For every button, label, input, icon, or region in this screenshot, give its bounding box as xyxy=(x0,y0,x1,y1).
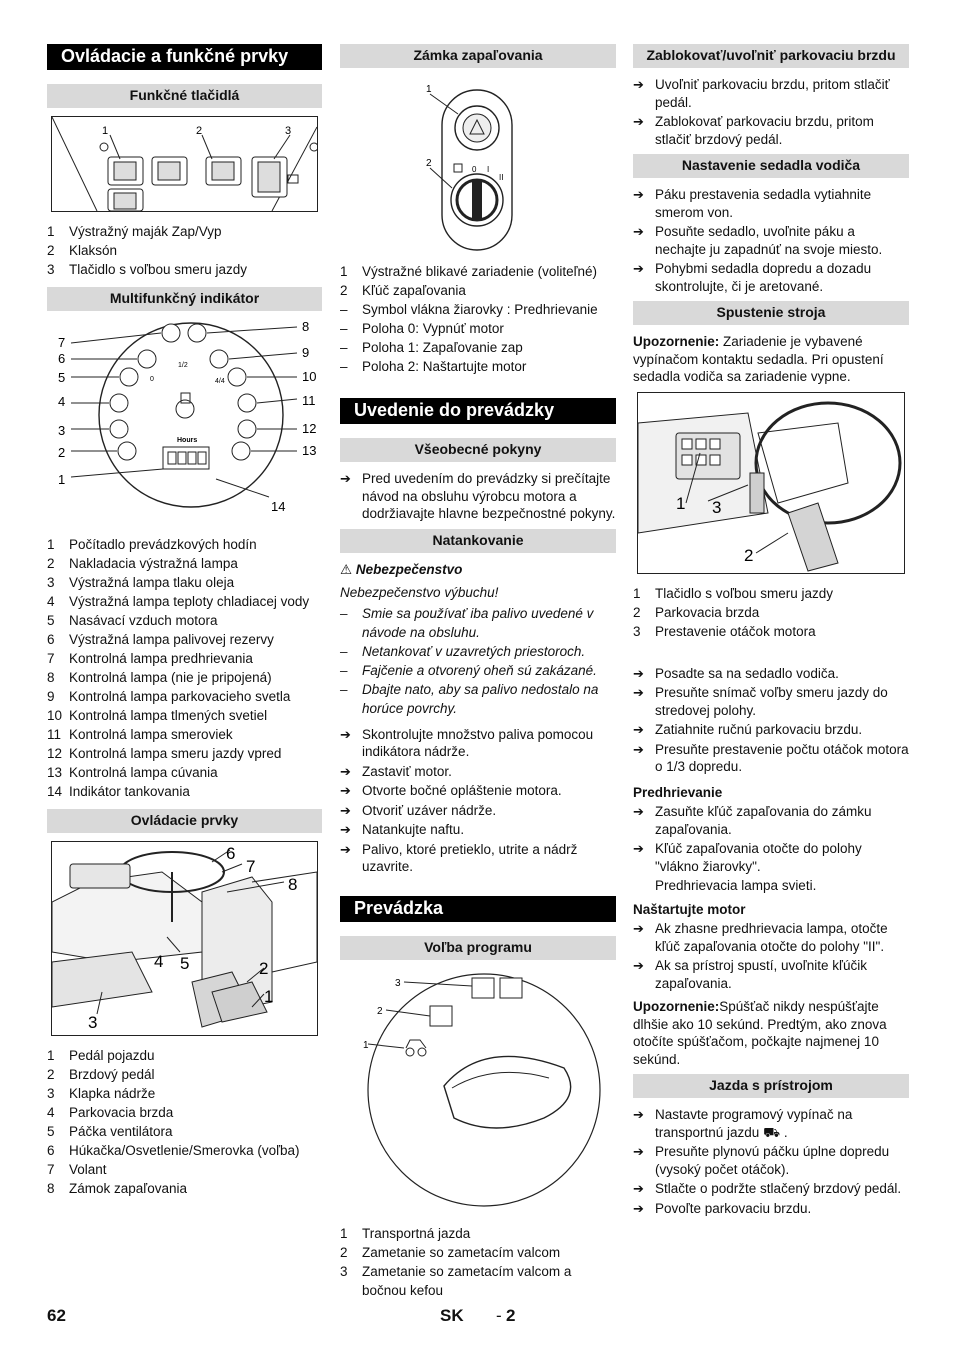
item-number: 12 xyxy=(47,746,63,761)
step-item xyxy=(633,186,909,221)
danger-label: Nebezpečenstvo xyxy=(355,561,463,577)
item-number: – xyxy=(340,302,348,317)
item-number: 1 xyxy=(47,1048,55,1063)
list-item xyxy=(340,357,616,376)
item-number: 2 xyxy=(340,1244,348,1260)
item-text: Transportná jazda xyxy=(362,1225,471,1241)
step-item xyxy=(340,726,616,761)
transport-mode-icon: ⛟ . xyxy=(759,1124,788,1140)
item-text: Zametanie so zametacím valcom a bočnou kefou xyxy=(362,1263,572,1298)
arrow-icon: ➔ xyxy=(633,114,644,129)
list-item xyxy=(340,1224,616,1243)
item-number: – xyxy=(340,321,348,336)
item-text: Zámok zapaľovania xyxy=(69,1181,187,1196)
item-text: Indikátor tankovania xyxy=(69,784,190,799)
list-item xyxy=(47,649,322,668)
subheading-controls: Ovládacie prvky xyxy=(47,809,322,833)
list-item xyxy=(340,1243,616,1262)
item-text: Húkačka/Osvetlenie/Smerovka (voľba) xyxy=(69,1143,300,1158)
fig-label-3: 3 xyxy=(285,125,292,137)
list-item xyxy=(47,687,322,706)
column-right xyxy=(633,44,909,1223)
arrow-icon: ➔ xyxy=(633,1107,644,1122)
controls-figure xyxy=(51,841,318,1036)
step-item xyxy=(633,113,909,148)
step-text: Presuňte prestavenie počtu otáčok motora o 1/3 dopredu. xyxy=(655,741,909,774)
item-text: Kľúč zapaľovania xyxy=(362,283,466,298)
step-text: Pohybmi sedadla dopredu a dozadu skontrolujte, či je aretované. xyxy=(655,261,872,294)
step-item xyxy=(340,763,616,781)
step-text: Zasuňte kľúč zapaľovania do zámku zapaľovania. xyxy=(655,804,872,837)
item-number: 4 xyxy=(47,594,55,609)
step-item xyxy=(633,920,909,955)
step-text: Presuňte snímač voľby smeru jazdy do stredovej polohy. xyxy=(655,685,888,718)
step-text: Zablokovať parkovaciu brzdu, pritom stlačiť brzdový pedál. xyxy=(655,114,874,147)
list-item xyxy=(47,1179,322,1198)
result-text: Predhrievacia lampa svieti. xyxy=(655,878,817,893)
item-text: Výstražná lampa tlaku oleja xyxy=(69,575,235,590)
refuelling-steps xyxy=(340,726,616,876)
item-number: 3 xyxy=(340,1263,348,1279)
arrow-icon: ➔ xyxy=(340,471,351,486)
gauge-half: 1/2 xyxy=(178,362,188,369)
machine-start-figure xyxy=(637,392,905,574)
step-text: Nastavte programový vypínač na transportnú jazdu ⛟ . xyxy=(655,1107,853,1140)
fig-label-10: 10 xyxy=(302,369,317,384)
item-number: – xyxy=(340,340,348,355)
warning-triangle-icon: ⚠ xyxy=(340,561,353,577)
dash-bullet: – xyxy=(340,643,348,659)
fig-label-13: 13 xyxy=(302,443,317,458)
list-item xyxy=(340,1262,616,1300)
item-text: Kontrolná lampa tlmených svetiel xyxy=(69,708,268,723)
list-item xyxy=(47,706,322,725)
item-number: 2 xyxy=(47,556,55,571)
step-text: Kľúč zapaľovania otočte do polohy "vlákno žiarovky". xyxy=(655,841,862,874)
item-number: 3 xyxy=(47,262,55,277)
fig-label-4: 4 xyxy=(154,952,164,971)
list-item xyxy=(47,611,322,630)
section-heading-operation: Prevádzka xyxy=(340,896,616,922)
general-notes-steps xyxy=(340,470,616,523)
step-item xyxy=(340,821,616,839)
note-label: Upozornenie: xyxy=(633,334,720,349)
arrow-icon: ➔ xyxy=(633,921,644,936)
item-text: Poloha 2: Naštartujte motor xyxy=(362,359,527,374)
footer-section-number: 2 xyxy=(506,1306,516,1325)
item-text: Prestavenie otáčok motora xyxy=(655,623,816,639)
item-text: Páčka ventilátora xyxy=(69,1124,173,1139)
step-text: Presuňte plynovú páčku úplne dopredu (vysoký počet otáčok). xyxy=(655,1144,890,1177)
machine-start-legend xyxy=(633,584,909,641)
fig-label-3: 3 xyxy=(88,1013,98,1032)
item-number: 8 xyxy=(47,1181,55,1196)
item-number: 1 xyxy=(47,537,55,552)
arrow-icon: ➔ xyxy=(633,665,644,681)
item-text: Tlačidlo s voľbou smeru jazdy xyxy=(655,585,834,601)
step-item xyxy=(633,684,909,719)
item-text: Nasávací vzduch motora xyxy=(69,613,218,628)
page-number: 62 xyxy=(47,1306,66,1325)
step-item xyxy=(633,223,909,258)
function-buttons-figure xyxy=(51,116,318,212)
arrow-icon: ➔ xyxy=(340,783,351,798)
list-item xyxy=(47,573,322,592)
item-number: 2 xyxy=(47,1067,55,1082)
item-number: 3 xyxy=(633,623,641,639)
switch-mark-1: I xyxy=(487,165,490,174)
fig-label-1: 1 xyxy=(426,84,432,95)
fig-label-7: 7 xyxy=(58,335,66,350)
fig-label-6: 6 xyxy=(226,844,236,863)
list-item xyxy=(47,1160,322,1179)
program-selection-legend xyxy=(340,1224,616,1300)
step-item xyxy=(633,1143,909,1178)
item-number: 3 xyxy=(47,1086,55,1101)
item-text: Symbol vlákna žiarovky : Predhrievanie xyxy=(362,302,598,317)
list-item xyxy=(633,603,909,622)
controls-legend xyxy=(47,1046,322,1198)
step-result xyxy=(633,877,909,895)
list-item xyxy=(340,604,616,642)
parking-brake-steps xyxy=(633,76,909,148)
item-number: 4 xyxy=(47,1105,55,1120)
fig-label-3: 3 xyxy=(712,497,722,517)
item-text: Netankovať v uzavretých priestoroch. xyxy=(362,643,586,659)
item-text: Nakladacia výstražná lampa xyxy=(69,556,238,571)
preheating-label: Predhrievanie xyxy=(633,784,723,800)
arrow-icon: ➔ xyxy=(633,722,644,737)
arrow-icon: ➔ xyxy=(340,763,351,779)
warning-text: Spúšťač nikdy nespúšťajte dlhšie ako 10 sekúnd. Predtým, ako znova otočíte spúšťačom, počkajte najmenej 10 sekúnd. xyxy=(633,999,887,1067)
fig-label-2: 2 xyxy=(744,545,754,565)
language-code: SK xyxy=(440,1306,464,1325)
list-item xyxy=(340,262,616,281)
item-number: 13 xyxy=(47,765,63,780)
step-item xyxy=(633,1106,909,1141)
step-item xyxy=(633,721,909,739)
fig-label-8: 8 xyxy=(302,319,310,334)
arrow-icon: ➔ xyxy=(340,822,351,837)
step-text: Páku prestavenia sedadla vytiahnite smerom von. xyxy=(655,187,872,220)
step-text: Pred uvedením do prevádzky si prečítajte návod na obsluhu výrobcu motora a dodržiavajte hlavne bezpečnostné pokyny. xyxy=(362,471,616,521)
list-item xyxy=(340,319,616,338)
preheating-steps xyxy=(633,803,909,895)
fig-label-2: 2 xyxy=(426,158,432,169)
item-text: Parkovacia brzda xyxy=(69,1105,174,1120)
item-text: Klaksón xyxy=(69,243,118,258)
item-text: Výstražné blikavé zariadenie (voliteľné) xyxy=(362,264,598,279)
item-number: 6 xyxy=(47,632,55,647)
list-item xyxy=(47,725,322,744)
list-item xyxy=(47,535,322,554)
warning-label: Upozornenie: xyxy=(633,999,720,1014)
note-text: Zariadenie je vybavené vypínačom kontaktu sedadla. Pri opustení sedadla vodiča sa zariadenie vypne. xyxy=(633,334,884,384)
item-text: Kontrolná lampa predhrievania xyxy=(69,651,253,666)
arrow-icon: ➔ xyxy=(633,261,644,276)
subheading-general-notes: Všeobecné pokyny xyxy=(340,438,616,462)
danger-text: Nebezpečenstvo výbuchu! xyxy=(340,585,499,600)
step-text: Otvorte bočné opláštenie motora. xyxy=(362,783,562,798)
item-number: 1 xyxy=(633,585,641,601)
start-engine-steps xyxy=(633,920,909,992)
subheading-parking-brake: Zablokovať/uvoľniť parkovaciu brzdu xyxy=(633,44,909,68)
fig-label-11: 11 xyxy=(302,393,316,408)
list-item xyxy=(47,1065,322,1084)
list-item xyxy=(633,622,909,641)
item-number: 1 xyxy=(340,264,348,279)
item-number: 1 xyxy=(340,1225,348,1241)
ignition-lock-legend xyxy=(340,262,616,376)
danger-notice xyxy=(340,561,616,579)
arrow-icon: ➔ xyxy=(633,804,644,819)
list-item xyxy=(47,763,322,782)
fig-label-8: 8 xyxy=(288,875,298,894)
arrow-icon: ➔ xyxy=(633,77,644,92)
column-middle xyxy=(340,44,616,1308)
fig-label-3: 3 xyxy=(58,423,66,438)
fig-label-2: 2 xyxy=(259,959,269,978)
fig-label-1: 1 xyxy=(264,987,274,1006)
section-heading-controls: Ovládacie a funkčné prvky xyxy=(47,44,322,70)
multifunction-indicator-legend xyxy=(47,535,322,801)
item-text: Výstražná lampa palivovej rezervy xyxy=(69,632,274,647)
step-text: Otvoriť uzáver nádrže. xyxy=(362,802,497,818)
step-item xyxy=(633,260,909,295)
fig-label-1: 1 xyxy=(102,125,109,137)
fig-label-1: 1 xyxy=(676,493,686,513)
item-text: Poloha 0: Vypnúť motor xyxy=(362,321,504,336)
column-left xyxy=(47,44,322,1206)
item-number: 3 xyxy=(47,575,55,590)
step-item xyxy=(340,470,616,523)
item-text: Kontrolná lampa smeru jazdy vpred xyxy=(69,746,282,761)
arrow-icon: ➔ xyxy=(633,224,644,239)
arrow-icon: ➔ xyxy=(633,685,644,700)
step-text: Posadte sa na sedadlo vodiča. xyxy=(655,665,839,681)
list-item xyxy=(340,680,616,718)
item-text: Počítadlo prevádzkových hodín xyxy=(69,537,257,552)
arrow-icon: ➔ xyxy=(340,726,351,742)
ignition-lock-drawing xyxy=(344,76,612,252)
program-selection-drawing xyxy=(344,968,612,1214)
fig-label-5: 5 xyxy=(58,370,66,385)
fig-label-12: 12 xyxy=(302,421,317,436)
gauge-zero: 0 xyxy=(150,376,154,383)
fig-label-7: 7 xyxy=(246,857,256,876)
step-text: Posuňte sedadlo, uvoľnite páku a nechajte ju zapadnúť na svoje miesto. xyxy=(655,224,883,257)
item-text: Zametanie so zametacím valcom xyxy=(362,1244,561,1260)
list-item xyxy=(47,1122,322,1141)
list-item xyxy=(340,642,616,661)
item-number: 10 xyxy=(47,708,63,723)
item-text: Pedál pojazdu xyxy=(69,1048,155,1063)
step-item xyxy=(633,76,909,111)
item-text: Volant xyxy=(69,1162,107,1177)
fig-label-3: 3 xyxy=(395,977,401,989)
fig-label-6: 6 xyxy=(58,351,66,366)
seat-contact-note xyxy=(633,333,909,386)
subheading-function-buttons: Funkčné tlačidlá xyxy=(47,84,322,108)
item-number: 2 xyxy=(340,283,348,298)
step-text: Stlačte o podržte stlačený brzdový pedál. xyxy=(655,1181,902,1196)
item-number: 11 xyxy=(47,727,62,742)
item-text: Smie sa používať iba palivo uvedené v návode na obsluhu. xyxy=(362,605,594,640)
list-item xyxy=(47,1084,322,1103)
item-number: 2 xyxy=(633,604,641,620)
list-item xyxy=(633,584,909,603)
item-number: 8 xyxy=(47,670,55,685)
item-number: 9 xyxy=(47,689,55,704)
multifunction-indicator-drawing xyxy=(51,319,318,525)
step-text: Povoľte parkovaciu brzdu. xyxy=(655,1200,812,1216)
step-item xyxy=(633,1200,909,1218)
arrow-icon: ➔ xyxy=(633,958,644,973)
list-item xyxy=(47,744,322,763)
arrow-icon: ➔ xyxy=(633,187,644,202)
dash-bullet: – xyxy=(340,681,348,697)
list-item xyxy=(47,592,322,611)
multifunction-indicator-figure xyxy=(51,319,318,525)
list-item xyxy=(47,1046,322,1065)
step-item xyxy=(633,803,909,838)
list-item xyxy=(47,668,322,687)
step-item xyxy=(340,802,616,820)
subheading-seat-adjustment: Nastavenie sedadla vodiča xyxy=(633,154,909,178)
switch-mark-0: 0 xyxy=(472,165,477,174)
item-number: 7 xyxy=(47,1162,55,1177)
item-number: 5 xyxy=(47,613,55,628)
list-item xyxy=(340,338,616,357)
subheading-ignition-lock: Zámka zapaľovania xyxy=(340,44,616,68)
subheading-machine-start: Spustenie stroja xyxy=(633,301,909,325)
refuelling-warnings xyxy=(340,604,616,718)
arrow-icon: ➔ xyxy=(633,1144,644,1159)
subheading-refuelling: Natankovanie xyxy=(340,529,616,553)
list-item xyxy=(47,630,322,649)
step-item xyxy=(340,841,616,876)
function-buttons-legend xyxy=(47,222,322,279)
step-text: Uvoľniť parkovaciu brzdu, pritom stlačiť pedál. xyxy=(655,77,890,110)
arrow-icon: ➔ xyxy=(340,841,351,857)
fig-label-1: 1 xyxy=(363,1039,369,1051)
machine-start-drawing xyxy=(638,393,905,573)
fig-label-2: 2 xyxy=(58,445,66,460)
item-number: 5 xyxy=(47,1124,55,1139)
list-item xyxy=(340,281,616,300)
list-item xyxy=(47,222,322,241)
item-text: Kontrolná lampa (nie je pripojená) xyxy=(69,670,272,685)
dash-bullet: – xyxy=(340,662,348,678)
step-text: Zatiahnite ručnú parkovaciu brzdu. xyxy=(655,722,863,737)
subheading-multifunction-indicator: Multifunkčný indikátor xyxy=(47,287,322,311)
arrow-icon: ➔ xyxy=(633,1181,644,1196)
item-text: Poloha 1: Zapaľovanie zap xyxy=(362,340,523,355)
list-item xyxy=(47,1103,322,1122)
arrow-icon: ➔ xyxy=(633,741,644,757)
starter-warning xyxy=(633,998,909,1068)
item-text: Kontrolná lampa smeroviek xyxy=(69,727,233,742)
arrow-icon: ➔ xyxy=(340,802,351,818)
step-text: Natankujte naftu. xyxy=(362,822,465,837)
step-item xyxy=(340,782,616,800)
item-text: Kontrolná lampa parkovacieho svetla xyxy=(69,689,291,704)
ignition-lock-figure xyxy=(344,76,612,252)
footer-separator: - xyxy=(496,1306,502,1325)
arrow-icon: ➔ xyxy=(633,1200,644,1216)
fig-label-9: 9 xyxy=(302,345,310,360)
list-item xyxy=(47,554,322,573)
seat-adjustment-steps xyxy=(633,186,909,295)
hours-label: Hours xyxy=(177,437,198,444)
step-item xyxy=(633,957,909,992)
arrow-icon: ➔ xyxy=(633,841,644,856)
list-item xyxy=(47,260,322,279)
step-item xyxy=(633,665,909,683)
fig-label-1: 1 xyxy=(58,472,66,487)
driving-steps xyxy=(633,1106,909,1217)
step-text: Zastaviť motor. xyxy=(362,763,452,779)
step-text: Ak zhasne predhrievacia lampa, otočte kľúč zapaľovania otočte do polohy "II". xyxy=(655,921,888,954)
list-item xyxy=(340,661,616,680)
fig-label-2: 2 xyxy=(377,1005,383,1017)
item-number: 1 xyxy=(47,224,55,239)
step-item xyxy=(633,840,909,875)
item-text: Kontrolná lampa cúvania xyxy=(69,765,218,780)
item-number: 2 xyxy=(47,243,55,258)
step-text: Ak sa prístroj spustí, uvoľnite kľúčik zapaľovania. xyxy=(655,958,867,991)
dash-bullet: – xyxy=(340,605,348,621)
fig-label-5: 5 xyxy=(180,954,190,973)
fig-label-4: 4 xyxy=(58,394,66,409)
list-item xyxy=(340,300,616,319)
start-engine-label: Naštartujte motor xyxy=(633,901,746,917)
machine-start-steps xyxy=(633,665,909,776)
list-item xyxy=(47,1141,322,1160)
function-buttons-drawing xyxy=(52,117,317,211)
step-text: Palivo, ktoré pretieklo, utrite a nádrž uzavrite. xyxy=(362,841,578,874)
item-text: Dbajte nato, aby sa palivo nedostalo na horúce povrchy. xyxy=(362,681,599,716)
item-text: Parkovacia brzda xyxy=(655,604,760,620)
step-item xyxy=(633,1180,909,1198)
controls-drawing xyxy=(52,842,317,1035)
fig-label-14: 14 xyxy=(271,499,286,514)
switch-mark-2: II xyxy=(499,173,504,182)
item-text: Výstražná lampa teploty chladiacej vody xyxy=(69,594,310,609)
item-text: Fajčenie a otvorený oheň sú zakázané. xyxy=(362,662,597,678)
step-text: Skontrolujte množstvo paliva pomocou indikátora nádrže. xyxy=(362,726,594,759)
subheading-driving: Jazda s prístrojom xyxy=(633,1074,909,1098)
item-text: Brzdový pedál xyxy=(69,1067,155,1082)
item-number: – xyxy=(340,359,348,374)
fig-label-2: 2 xyxy=(196,125,203,137)
subheading-program-selection: Voľba programu xyxy=(340,936,616,960)
item-number: 7 xyxy=(47,651,55,666)
step-item xyxy=(633,741,909,776)
program-selection-figure xyxy=(344,968,612,1214)
item-number: 6 xyxy=(47,1143,55,1158)
list-item xyxy=(47,782,322,801)
section-heading-commissioning: Uvedenie do prevádzky xyxy=(340,398,616,424)
item-text: Tlačidlo s voľbou smeru jazdy xyxy=(69,262,248,277)
item-number: 14 xyxy=(47,784,63,799)
item-text: Klapka nádrže xyxy=(69,1086,156,1101)
item-text: Výstražný maják Zap/Vyp xyxy=(69,224,222,239)
gauge-full: 4/4 xyxy=(215,378,225,385)
list-item xyxy=(47,241,322,260)
